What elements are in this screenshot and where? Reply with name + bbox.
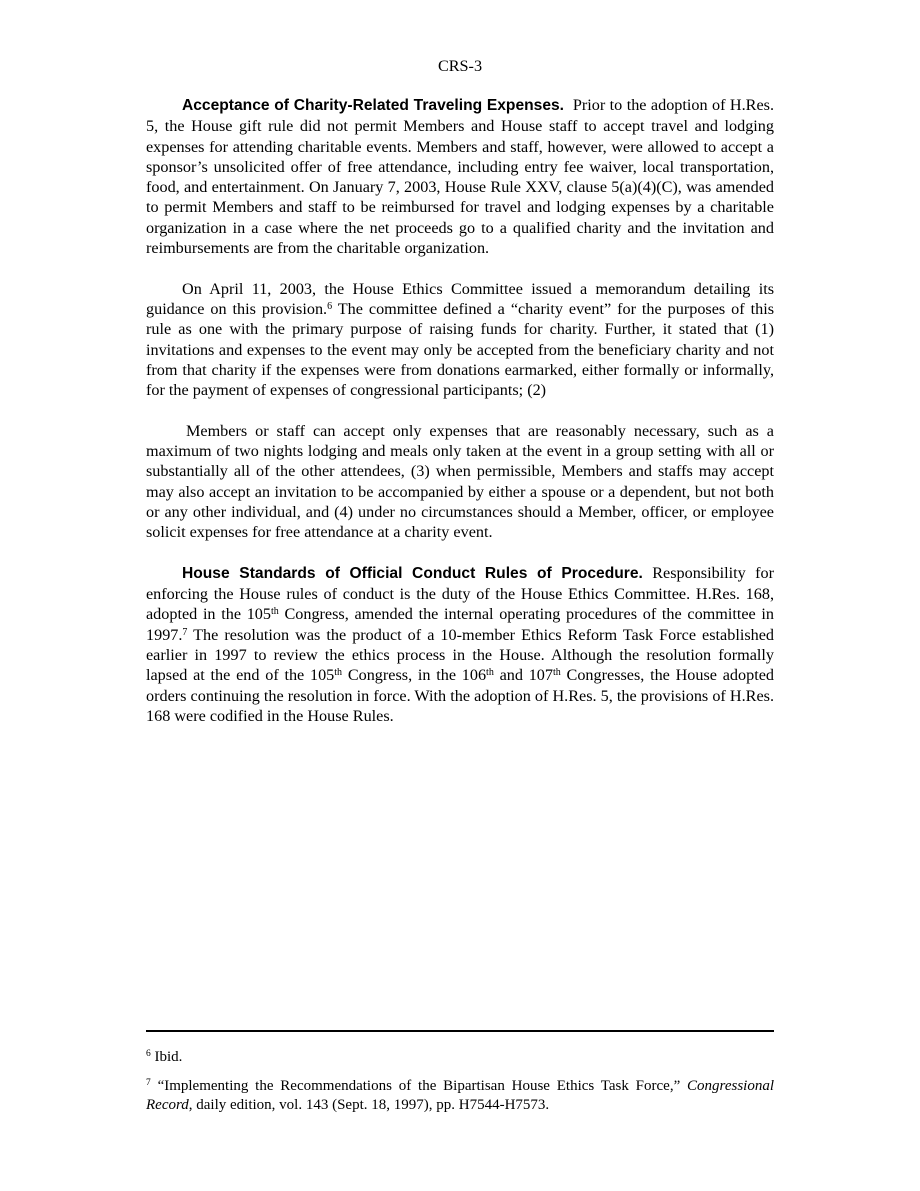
footnote-divider (146, 1030, 774, 1032)
footnote-text-a: “Implementing the Recommendations of the Bipartisan House Ethics Task Force,” (157, 1078, 688, 1094)
standards-text-6: Congresses, the House adopted orders continuing the resolution in force. With the adoption of H.Res. 5, the provisions of H.Res. 168 were codified in the House Rules. (146, 666, 774, 725)
footnote-6 (146, 1048, 774, 1067)
standards-text-4: Congress, in the 106 (342, 666, 487, 685)
footnote-7 (146, 1077, 774, 1115)
charity-paragraph-2 (146, 279, 774, 401)
footnotes (146, 1048, 774, 1125)
footnote-ref-7[interactable]: 7 (182, 626, 188, 638)
page-header: CRS-3 (437, 57, 483, 75)
footnote-text-b: , daily edition, vol. 143 (Sept. 18, 1997), pp. H7544-H7573. (188, 1097, 550, 1113)
charity-paragraph-2-text-b: The committee defined a “charity event” for the purposes of this rule as one with the primary purpose of raising funds for charity. Further, it stated that (1) invitations and expenses to the event may only be accepted from the beneficiary charity and not from that charity if the expenses were from donations earmarked, either formally or informally, for the payment of expenses of congressional participants; (2) (146, 299, 775, 400)
charity-paragraph-3: Members or staff can accept only expenses that are reasonably necessary, such as a maximum of two nights lodging and meals only taken at the event in a group setting with all or substantially all of the other attendees, (3) when permissible, Members and staffs may accept may also accept an invitation to be accompanied by either a spouse or a dependent, but not both or any other individual, and (4) under no circumstances should a Member, officer, or employee solicit expenses for free attendance at a charity event. (146, 421, 774, 542)
footnote-number: 6 (146, 1049, 151, 1059)
document-body (146, 95, 774, 747)
charity-section-heading: Acceptance of Charity-Related Traveling Expenses. (182, 97, 564, 114)
charity-paragraph-2-text-a: On April 11, 2003, the House Ethics Committee issued a memorandum detailing its guidance on this provision. (146, 279, 774, 318)
standards-paragraph (146, 563, 774, 726)
ordinal-suffix: th (553, 667, 561, 679)
charity-paragraph-1-text: Prior to the adoption of H.Res. 5, the House gift rule did not permit Members and House staff to accept travel and lodging expenses for attending charitable events. Members and staff, however, were allowed to accept a sponsor’s unsolicited offer of free attendance, including entry fee waiver, local transportation, food, and entertainment. On January 7, 2003, House Rule XXV, clause 5(a)(4)(C), was amended to permit Members and staff to be reimbursed for travel and lodging expenses by a charitable organization in a case where the net proceeds go to a qualified charity and the invitation and reimbursements are from the charitable organization. (146, 96, 774, 258)
ordinal-suffix: th (334, 667, 343, 679)
footnote-italic-title: Congressional Record (146, 1078, 774, 1113)
standards-text-1: Responsibility for enforcing the House rules of conduct is the duty of the House Ethics Committee. H.Res. 168, adopted in the 105 (146, 563, 774, 624)
standards-text-3: The resolution was the product of a 10-member Ethics Reform Task Force established earlier in 1997 to review the ethics process in the House. Although the resolution formally lapsed at the end of the 105 (146, 625, 774, 685)
footnote-text: Ibid. (154, 1049, 183, 1065)
charity-paragraph-1 (146, 95, 774, 258)
standards-section-heading: House Standards of Official Conduct Rules of Procedure. (182, 564, 643, 582)
ordinal-suffix: th (270, 606, 279, 618)
footnote-ref-6[interactable]: 6 (327, 300, 333, 312)
standards-text-5: and 107 (493, 666, 553, 685)
footnote-number: 7 (146, 1078, 151, 1088)
standards-text-2: Congress, amended the internal operating procedures of the committee in 1997. (146, 605, 774, 644)
ordinal-suffix: th (486, 667, 494, 679)
